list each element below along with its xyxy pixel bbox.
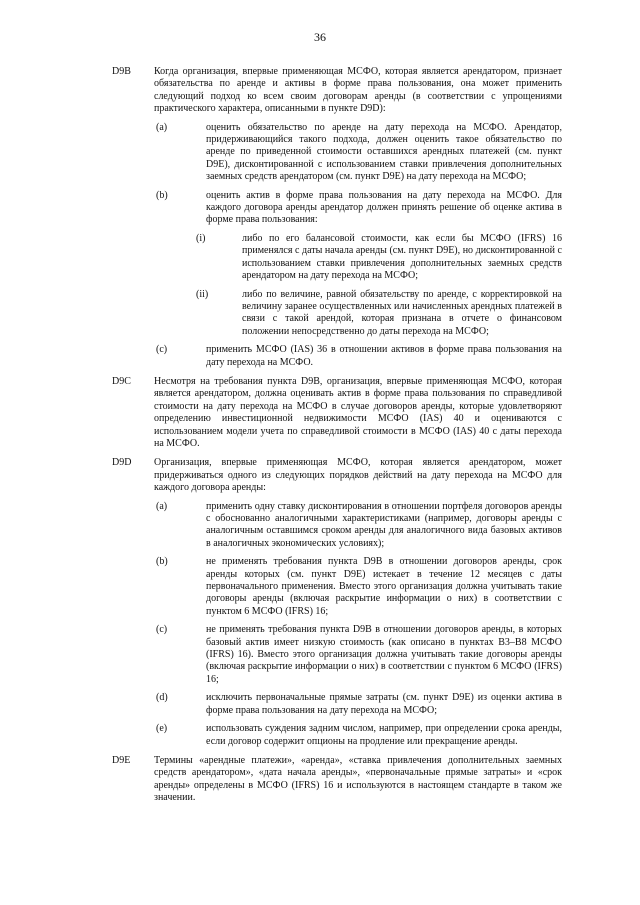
paragraph-label: D9E (112, 754, 131, 766)
list-item-label: (с) (156, 624, 168, 636)
list-item (154, 723, 562, 748)
list-item-label: (е) (156, 723, 168, 735)
paragraph-text: Термины «арендные платежи», «аренда», «ставка привлечения дополнительных заемных средств арендатором», «дата начала аренды», «первоначальные прямые затраты» и «срок аренды» определены в МСФО (IFRS) 16 и используются в настоящем стандарте в таком же значении. (154, 754, 562, 804)
list-item (154, 624, 562, 686)
list-item-text: использовать суждения задним числом, например, при определении срока аренды, если договор содержит опционы на продление или прекращение аренды. (206, 723, 562, 747)
sub-list-item (154, 233, 562, 283)
list-item-text: исключить первоначальные прямые затраты (см. пункт D9E) из оценки актива в форме права пользования на дату перехода на МСФО; (206, 692, 562, 716)
list-item-label: (а) (156, 121, 168, 133)
list-item-label: (b) (156, 189, 168, 201)
sub-list-item (154, 289, 562, 339)
list-item-text: не применять требования пункта D9B в отношении договоров аренды, в которых базовый актив имеет низкую стоимость (как описано в пунктах B3–B8 МСФО (IFRS) 16). Вместо этого организация должна учитывать такие договоры аренды (включая раскрытие информации о них) в соответствии с пунктом 6 МСФО (IFRS) 16; (206, 624, 562, 685)
paragraph-label: D9B (112, 66, 131, 77)
paragraph-label: D9C (112, 375, 131, 387)
paragraph-d9b (112, 66, 562, 369)
paragraph-text: Организация, впервые применяющая МСФО, которая является арендатором, может придерживаться одного из следующих порядков действий на дату перехода на МСФО для каждого договора аренды: (154, 457, 562, 494)
list-item-text: применить МСФО (IAS) 36 в отношении активов в форме права пользования на дату перехода на МСФО. (206, 344, 562, 368)
sub-list-item-label: (ii) (196, 288, 209, 300)
list-item (154, 692, 562, 717)
sub-list-item-label: (i) (196, 232, 206, 244)
list-item-label: (с) (156, 344, 168, 356)
list-item (154, 190, 562, 338)
list-item (154, 556, 562, 618)
list-item-text: применить одну ставку дисконтирования в отношении портфеля договоров аренды с обоснованно аналогичными характеристиками (например, договоры аренды с аналогичным оставшимся сроком аренды для аналогичного вида базовых активов в аналогичных экономических условиях); (206, 500, 562, 549)
sub-list-item-text: либо по его балансовой стоимости, как если бы МСФО (IFRS) 16 применялся с даты начала аренды (см. пункт D9E), но дисконтированной с использованием ставки привлечения дополнительных заемных средств арендатором на дату перехода на МСФО; (242, 232, 562, 282)
document-body (112, 66, 562, 812)
list-item-label: (b) (156, 556, 168, 568)
paragraph-d9c (112, 376, 562, 450)
list-item-label: (а) (156, 500, 168, 512)
paragraph-d9e (112, 755, 562, 805)
page-number: 36 (314, 30, 326, 44)
paragraph-text: Когда организация, впервые применяющая МСФО, которая является арендатором, признает обязательства по аренде и активы в форме права пользования, она может применить следующий подход ко всем своим договорам аренды (в соответствии с упрощениями практического характера, описанными в пункте D9D): (154, 66, 562, 115)
list-item-text: оценить обязательство по аренде на дату перехода на МСФО. Арендатор, придерживающийся такого подхода, должен оценить такое обязательство по аренде по приведенной стоимости оставшихся арендных платежей (см. пункт D9E), дисконтированной с использованием ставки привлечения дополнительных заемных средств арендатором (см. пункт D9E) на дату перехода на МСФО; (206, 121, 562, 183)
paragraph-text: Несмотря на требования пункта D9B, организация, впервые применяющая МСФО, которая является арендатором, должна оценивать актив в форме права пользования по справедливой стоимости на дату перехода на МСФО в случае договоров аренды, которые удовлетворяют определению инвестиционной недвижимости МСФО (IAS) 40 и оцениваются с использованием модели учета по справедливой стоимости в МСФО (IAS) 40 с даты перехода на МСФО. (154, 375, 562, 449)
list-item-label: (d) (156, 692, 168, 704)
list-item-text: оценить актив в форме права пользования на дату перехода на МСФО. Для каждого договора аренды арендатор должен принять решение об оценке актива в форме права пользования: (206, 189, 562, 226)
sub-list-item-text: либо по величине, равной обязательству по аренде, с корректировкой на величину заранее осуществленных или начисленных арендных платежей в связи с такой арендой, которая признана в отчете о финансовом положении непосредственно до даты перехода на МСФО; (242, 288, 562, 337)
list-item (154, 501, 562, 551)
paragraph-label: D9D (112, 457, 132, 469)
list-item (154, 344, 562, 369)
list-item (154, 122, 562, 184)
paragraph-d9d (112, 457, 562, 748)
list-item-text: не применять требования пункта D9B в отношении договоров аренды, срок аренды которых (см. пункт D9E) истекает в течение 12 месяцев с даты первоначального применения. Вместо этого организация должна учитывать такие договоры аренды (включая раскрытие информации о них) в соответствии с пунктом 6 МСФО (IFRS) 16; (206, 556, 562, 617)
